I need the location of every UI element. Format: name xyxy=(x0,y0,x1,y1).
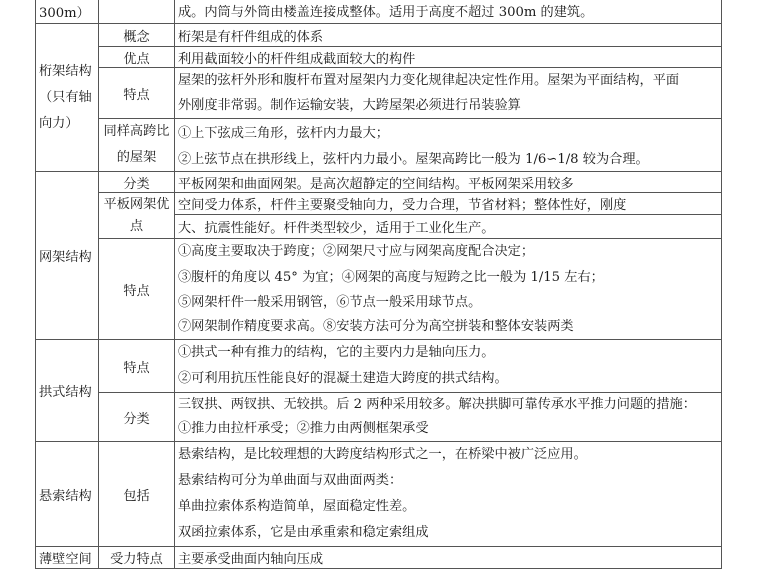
structure-summary-table xyxy=(35,0,722,569)
description-line: 屋架的弦杆外形和腹杆布置对屋架内力变化规律起决定性作用。屋架为平面结构，平面 xyxy=(178,73,680,88)
description-cell xyxy=(175,0,722,24)
subcategory-classify xyxy=(99,172,175,193)
description-line: ③腹杆的角度以 45° 为宜；④网架的高度与短跨之比一般为 1/15 左右； xyxy=(178,269,604,285)
category-grid xyxy=(36,172,99,340)
subcategory-label: 特点 xyxy=(123,283,150,299)
description-line: 三钗拱、两钗拱、无较拱。后 2 两种采用较多。解决拱脚可靠传承水平推力问题的措施： xyxy=(178,397,696,412)
category-shell xyxy=(36,547,99,569)
subcategory-include xyxy=(99,442,175,547)
description-cell xyxy=(175,119,722,145)
table-row xyxy=(36,119,722,145)
subcategory-label: 同样高跨比 xyxy=(103,124,170,139)
subcategory-force xyxy=(99,547,175,569)
subcategory-same-ratio-truss xyxy=(99,119,175,172)
description-line: ①推力由拉杆承受；②推力由两侧框架承受 xyxy=(178,421,429,436)
category-label: 向力） xyxy=(39,115,79,131)
subcategory-flat-advantage xyxy=(99,193,175,239)
subcategory-label: 分类 xyxy=(123,411,150,427)
description-cell xyxy=(175,340,722,393)
description-line: ②可利用抗压性能良好的混凝土建造大跨度的拱式结构。 xyxy=(178,371,508,386)
description-line: ①上下弦成三角形，弦杆内力最大； xyxy=(178,126,389,142)
description-cell xyxy=(175,442,722,547)
subcategory-label: 特点 xyxy=(123,360,150,376)
category-label: （只有轴 xyxy=(39,89,92,105)
description-line: ②上弦节点在拱形线上，弦杆内力最小。屋架高跨比一般为 1/6∽1/8 较为合理。 xyxy=(178,152,649,168)
description-cell xyxy=(175,172,722,193)
description-line: 悬索结构可分为单曲面与双曲面两类： xyxy=(178,473,403,488)
category-label: 薄壁空间 xyxy=(39,552,92,567)
description-line: 悬索结构，是比较理想的大跨度结构形式之一，在桥梁中被广泛应用。 xyxy=(178,447,587,462)
description-line: ⑤网架杆件一般采用钢管，⑥节点一般采用球节点。 xyxy=(178,295,482,310)
description-cell xyxy=(175,24,722,47)
table-row xyxy=(36,393,722,442)
subcategory-cell xyxy=(99,0,175,24)
description-cell xyxy=(175,144,722,171)
table-row xyxy=(36,193,722,215)
description-line: 双函拉索体系，它是由承重索和稳定索组成 xyxy=(178,525,429,540)
table-row xyxy=(36,47,722,68)
category-label: 拱式结构 xyxy=(39,385,92,400)
subcategory-label: 概念 xyxy=(123,29,150,45)
subcategory-label: 的屋架 xyxy=(116,150,157,165)
description-cell xyxy=(175,68,722,119)
description-cell xyxy=(175,547,722,569)
subcategory-feature xyxy=(99,340,175,393)
subcategory-label: 分类 xyxy=(123,176,150,192)
subcategory-concept xyxy=(99,24,175,47)
table-row xyxy=(36,24,722,47)
description-line: ⑦网架制作精度要求高。⑧安装方法可分为高空拼装和整体安装两类 xyxy=(178,318,574,334)
table-row xyxy=(36,547,722,569)
category-label: 桁架结构 xyxy=(39,63,92,79)
subcategory-classify xyxy=(99,393,175,442)
description-cell xyxy=(175,393,722,442)
category-label: 网架结构 xyxy=(39,250,92,265)
table-row xyxy=(36,340,722,393)
description-line: 单曲拉索体系构造简单，屋面稳定性差。 xyxy=(178,499,416,514)
description-text: 利用截面较小的杆件组成截面较大的构件 xyxy=(178,51,416,67)
subcategory-label: 优点 xyxy=(123,51,150,67)
description-line: 大、抗震性能好。杆件类型较少，适用于工业化生产。 xyxy=(178,221,495,236)
table-row xyxy=(36,68,722,119)
subcategory-label: 特点 xyxy=(123,87,150,103)
table-row xyxy=(36,172,722,193)
subcategory-label: 受力特点 xyxy=(110,552,163,567)
description-cell xyxy=(175,47,722,68)
description-line: 外刚度非常弱。制作运输安装，大跨屋架必须进行吊装验算 xyxy=(178,98,521,113)
description-line: 空间受力体系，杆件主要聚受轴向力，受力合理，节省材料；整体性好，刚度 xyxy=(178,198,627,213)
subcategory-feature xyxy=(99,239,175,340)
description-text: 平板网架和曲面网架。是高次超静定的空间结构。平板网架采用较多 xyxy=(178,176,574,192)
description-cell xyxy=(175,215,722,239)
table-row xyxy=(36,239,722,340)
table-row xyxy=(36,0,722,24)
description-cell xyxy=(175,239,722,340)
description-text: 主要承受曲面内轴向压成 xyxy=(178,552,324,567)
description-line: ①高度主要取决于跨度；②网架尺寸应与网架高度配合决定； xyxy=(178,244,535,259)
table-row xyxy=(36,442,722,547)
category-cable xyxy=(36,442,99,547)
subcategory-feature xyxy=(99,68,175,119)
description-cell xyxy=(175,193,722,215)
description-text: 桁架是有杆件组成的体系 xyxy=(178,29,324,45)
subcategory-advantage xyxy=(99,47,175,68)
description-line: ①拱式一种有推力的结构，它的主要内力是轴向压力。 xyxy=(178,345,495,360)
description-text: 成。内筒与外筒由楼盖连接成整体。适用于高度不超过 300m 的建筑。 xyxy=(178,5,594,20)
subcategory-label: 包括 xyxy=(123,488,150,504)
subcategory-label: 平板网架优 xyxy=(103,196,170,212)
category-truss xyxy=(36,24,99,172)
category-arch xyxy=(36,340,99,442)
category-cell xyxy=(36,0,99,24)
subcategory-label: 点 xyxy=(129,218,144,234)
category-label: 300m） xyxy=(39,6,90,21)
category-label: 悬索结构 xyxy=(39,488,92,504)
